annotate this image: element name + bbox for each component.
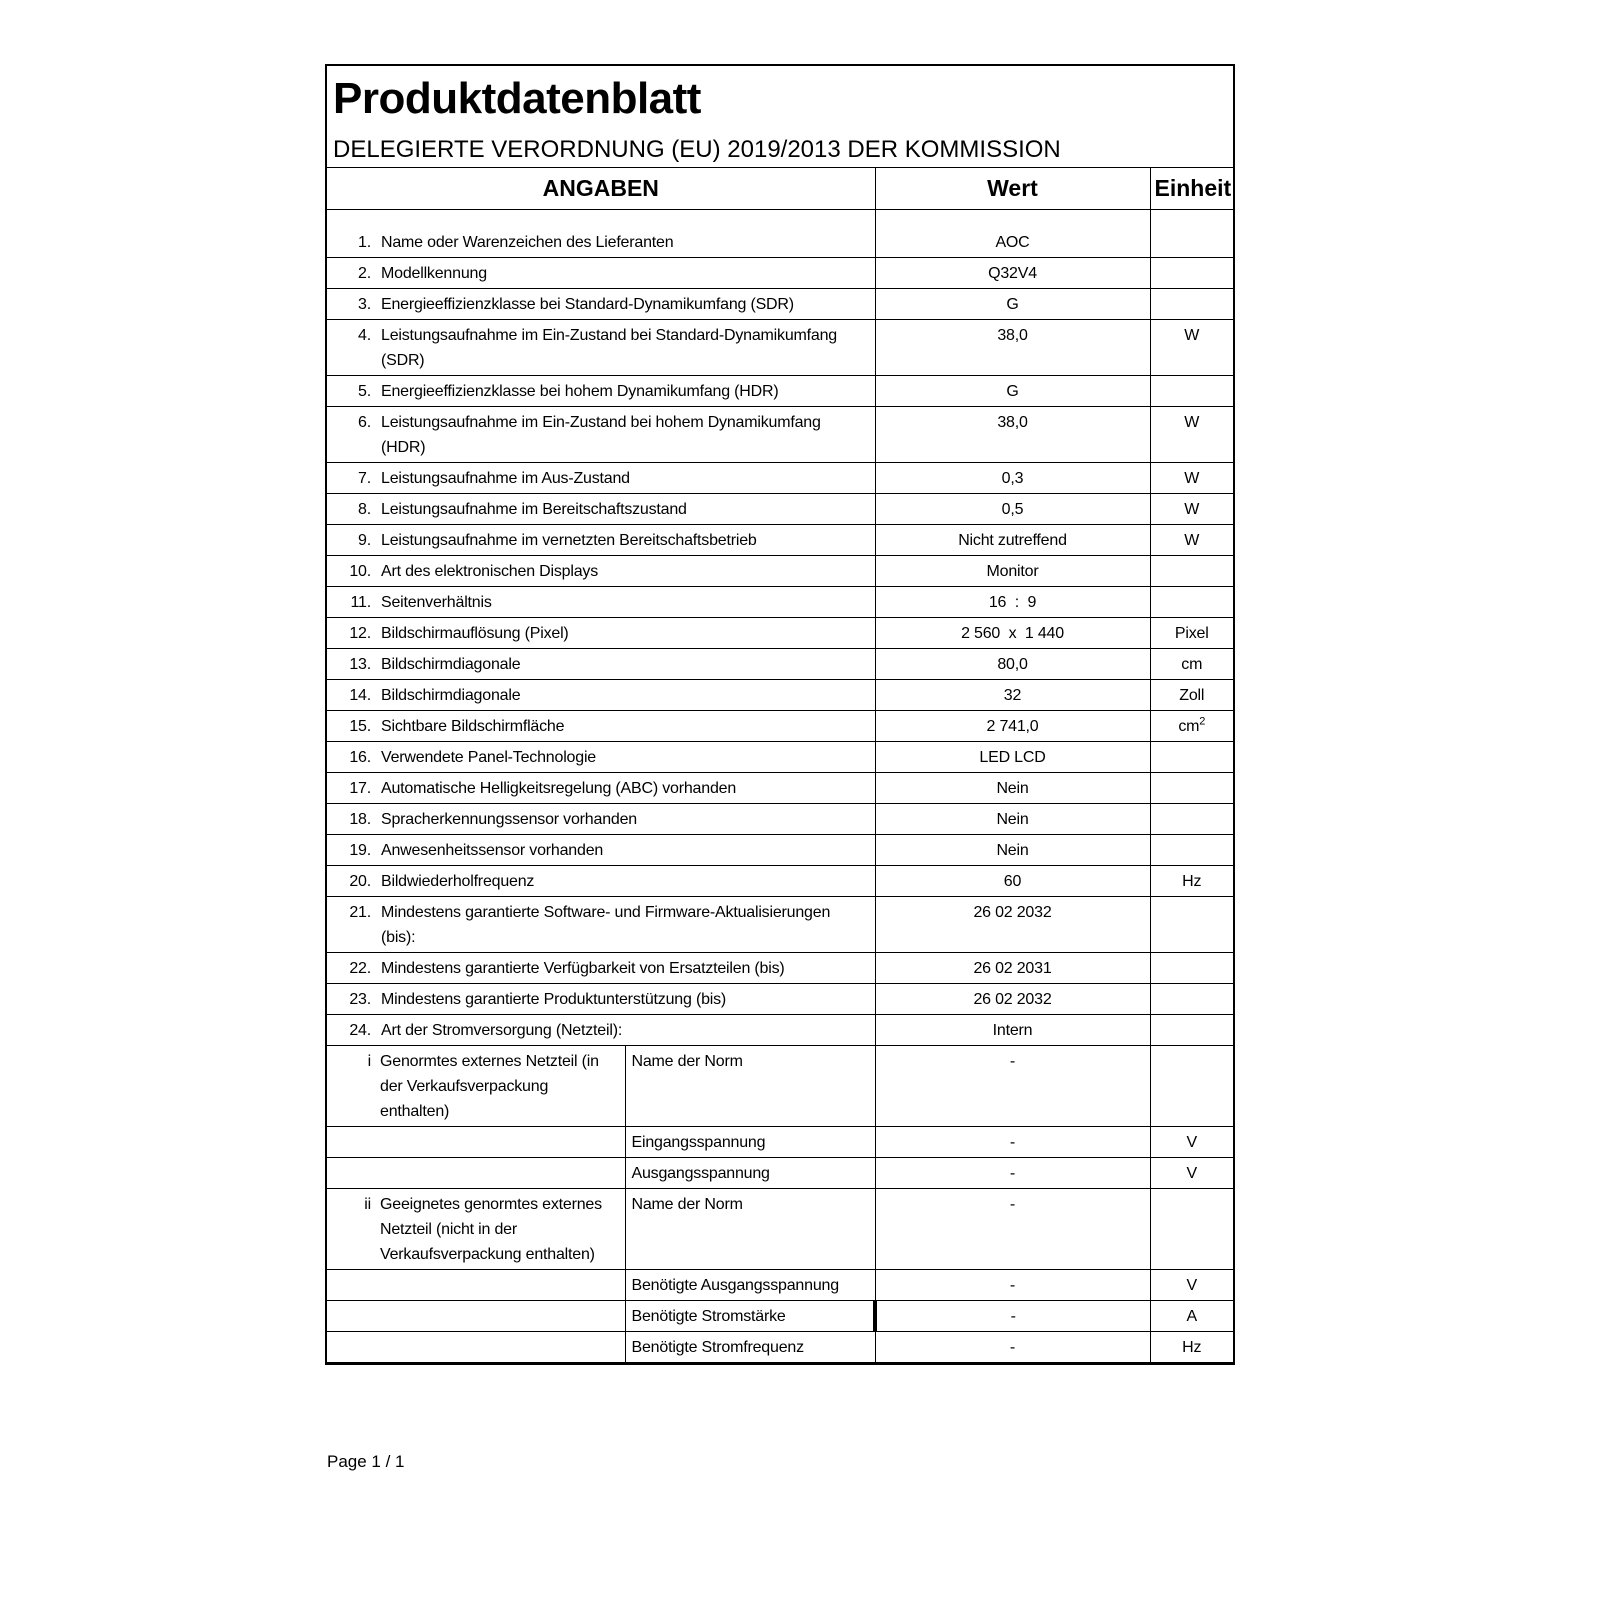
- row-sub-label: Ausgangsspannung: [625, 1157, 875, 1188]
- row-marker: i: [327, 1045, 375, 1126]
- column-header-angaben: ANGABEN: [327, 168, 875, 210]
- row-number: 24.: [327, 1014, 375, 1045]
- row-unit: cm: [1150, 648, 1233, 679]
- column-header-einheit: Einheit: [1150, 168, 1233, 210]
- row-value: AOC: [875, 227, 1150, 258]
- row-label: Mindestens garantierte Verfügbarkeit von Ersatzteilen (bis): [375, 952, 875, 983]
- row-label: Mindestens garantierte Produktunterstützung (bis): [375, 983, 875, 1014]
- spec-spacer-row: [327, 210, 1233, 227]
- product-datasheet: [325, 64, 1235, 1365]
- row-number: 18.: [327, 803, 375, 834]
- row-number: 14.: [327, 679, 375, 710]
- row-number: 4.: [327, 319, 375, 375]
- spec-sub-row: [327, 1126, 1233, 1157]
- row-number: 12.: [327, 617, 375, 648]
- row-value: -: [875, 1045, 1150, 1126]
- row-value: 2 741,0: [875, 710, 1150, 741]
- row-label: Leistungsaufnahme im Aus-Zustand: [375, 462, 875, 493]
- row-value: 38,0: [875, 406, 1150, 462]
- row-value: -: [875, 1331, 1150, 1362]
- row-value: -: [875, 1188, 1150, 1269]
- row-number: 20.: [327, 865, 375, 896]
- row-value: Monitor: [875, 555, 1150, 586]
- row-unit: [1150, 772, 1233, 803]
- row-unit: W: [1150, 493, 1233, 524]
- row-label: Leistungsaufnahme im Ein-Zustand bei hohem Dynamikumfang (HDR): [375, 406, 875, 462]
- unit-superscript: 2: [1199, 715, 1206, 728]
- row-label: Energieeffizienzklasse bei hohem Dynamikumfang (HDR): [375, 375, 875, 406]
- spec-sub-row: [327, 1331, 1233, 1362]
- spec-row: [327, 227, 1233, 258]
- spec-row: [327, 952, 1233, 983]
- document-title: Produktdatenblatt: [333, 74, 701, 123]
- row-left-label: [375, 1126, 625, 1157]
- row-number: 10.: [327, 555, 375, 586]
- row-unit: [1150, 983, 1233, 1014]
- row-label: Verwendete Panel-Technologie: [375, 741, 875, 772]
- row-number: 6.: [327, 406, 375, 462]
- row-marker: ii: [327, 1188, 375, 1269]
- row-unit: W: [1150, 406, 1233, 462]
- row-value: 38,0: [875, 319, 1150, 375]
- row-left-label: [375, 1269, 625, 1300]
- row-value: 60: [875, 865, 1150, 896]
- row-unit: V: [1150, 1126, 1233, 1157]
- spec-row: [327, 257, 1233, 288]
- row-number: 9.: [327, 524, 375, 555]
- row-unit: W: [1150, 319, 1233, 375]
- row-value: 0,3: [875, 462, 1150, 493]
- spacer-cell: [327, 210, 875, 227]
- row-unit: [1150, 555, 1233, 586]
- row-value: -: [875, 1126, 1150, 1157]
- row-left-label: Genormtes externes Netzteil (in der Verkaufsverpackung enthalten): [375, 1045, 625, 1126]
- row-number: 7.: [327, 462, 375, 493]
- spec-row: [327, 741, 1233, 772]
- row-label: Spracherkennungssensor vorhanden: [375, 803, 875, 834]
- row-unit: [1150, 1014, 1233, 1045]
- row-label: Mindestens garantierte Software- und Firmware-Aktualisierungen (bis):: [375, 896, 875, 952]
- row-value: -: [875, 1157, 1150, 1188]
- row-number: 23.: [327, 983, 375, 1014]
- spec-row: [327, 896, 1233, 952]
- spec-sub-row: [327, 1188, 1233, 1269]
- spec-row: [327, 375, 1233, 406]
- row-sub-label: Name der Norm: [625, 1188, 875, 1269]
- row-value: -: [875, 1300, 1150, 1331]
- row-unit: [1150, 803, 1233, 834]
- row-number: 19.: [327, 834, 375, 865]
- row-value: -: [875, 1269, 1150, 1300]
- row-unit: [1150, 834, 1233, 865]
- spec-row: [327, 555, 1233, 586]
- row-unit: [1150, 586, 1233, 617]
- row-unit: [1150, 896, 1233, 952]
- row-number: 17.: [327, 772, 375, 803]
- row-value: 32: [875, 679, 1150, 710]
- row-unit: [1150, 227, 1233, 258]
- spec-row: [327, 617, 1233, 648]
- row-label: Leistungsaufnahme im Ein-Zustand bei Standard-Dynamikumfang (SDR): [375, 319, 875, 375]
- row-sub-label: Benötigte Stromfrequenz: [625, 1331, 875, 1362]
- row-label: Leistungsaufnahme im vernetzten Bereitschaftsbetrieb: [375, 524, 875, 555]
- spec-row: [327, 586, 1233, 617]
- spec-row: [327, 834, 1233, 865]
- spec-sub-row: [327, 1300, 1233, 1331]
- row-label: Modellkennung: [375, 257, 875, 288]
- row-number: 1.: [327, 227, 375, 258]
- row-label: Sichtbare Bildschirmfläche: [375, 710, 875, 741]
- spec-row: [327, 319, 1233, 375]
- row-value: G: [875, 288, 1150, 319]
- row-unit: Pixel: [1150, 617, 1233, 648]
- spec-sub-row: [327, 1045, 1233, 1126]
- row-unit: [1150, 741, 1233, 772]
- row-label: Bildschirmauflösung (Pixel): [375, 617, 875, 648]
- row-unit: W: [1150, 462, 1233, 493]
- row-label: Energieeffizienzklasse bei Standard-Dynamikumfang (SDR): [375, 288, 875, 319]
- row-unit: [1150, 1188, 1233, 1269]
- spec-table: [327, 167, 1233, 1363]
- row-marker: [327, 1300, 375, 1331]
- row-left-label: Geeignetes genormtes externes Netzteil (nicht in der Verkaufsverpackung enthalten): [375, 1188, 625, 1269]
- row-value: 16 : 9: [875, 586, 1150, 617]
- row-label: Bildschirmdiagonale: [375, 679, 875, 710]
- spec-row: [327, 772, 1233, 803]
- row-value: Nein: [875, 772, 1150, 803]
- row-value: 80,0: [875, 648, 1150, 679]
- row-unit: A: [1150, 1300, 1233, 1331]
- row-marker: [327, 1331, 375, 1362]
- row-unit: V: [1150, 1269, 1233, 1300]
- row-left-label: [375, 1331, 625, 1362]
- row-sub-label: Benötigte Ausgangsspannung: [625, 1269, 875, 1300]
- row-value: Nein: [875, 834, 1150, 865]
- spec-row: [327, 865, 1233, 896]
- row-marker: [327, 1126, 375, 1157]
- row-label: Name oder Warenzeichen des Lieferanten: [375, 227, 875, 258]
- row-label: Art der Stromversorgung (Netzteil):: [375, 1014, 875, 1045]
- spec-table-body: [327, 210, 1233, 1363]
- row-value: 26 02 2031: [875, 952, 1150, 983]
- row-unit: Hz: [1150, 1331, 1233, 1362]
- title-block: [327, 66, 1233, 167]
- row-number: 15.: [327, 710, 375, 741]
- spacer-cell: [875, 210, 1150, 227]
- row-sub-label: Benötigte Stromstärke: [625, 1300, 875, 1331]
- spec-row: [327, 524, 1233, 555]
- row-value: 0,5: [875, 493, 1150, 524]
- spec-row: [327, 462, 1233, 493]
- row-number: 16.: [327, 741, 375, 772]
- row-number: 13.: [327, 648, 375, 679]
- row-value: 26 02 2032: [875, 896, 1150, 952]
- row-unit: [1150, 288, 1233, 319]
- row-value: LED LCD: [875, 741, 1150, 772]
- row-unit: [1150, 1045, 1233, 1126]
- row-unit: [1150, 375, 1233, 406]
- row-unit: $cm^2$: [1150, 710, 1233, 741]
- row-number: 21.: [327, 896, 375, 952]
- spec-row: [327, 648, 1233, 679]
- row-left-label: [375, 1157, 625, 1188]
- spec-row: [327, 710, 1233, 741]
- row-value: Q32V4: [875, 257, 1150, 288]
- row-unit: Hz: [1150, 865, 1233, 896]
- row-label: Anwesenheitssensor vorhanden: [375, 834, 875, 865]
- row-unit: [1150, 952, 1233, 983]
- spacer-cell: [1150, 210, 1233, 227]
- row-unit: W: [1150, 524, 1233, 555]
- spec-row: [327, 983, 1233, 1014]
- spec-row: [327, 406, 1233, 462]
- row-unit: [1150, 257, 1233, 288]
- row-marker: [327, 1157, 375, 1188]
- spec-table-header-row: [327, 168, 1233, 210]
- page-number: Page 1 / 1: [327, 1452, 405, 1471]
- row-label: Bildschirmdiagonale: [375, 648, 875, 679]
- spec-sub-row: [327, 1157, 1233, 1188]
- row-number: 3.: [327, 288, 375, 319]
- document-subtitle: DELEGIERTE VERORDNUNG (EU) 2019/2013 DER KOMMISSION: [333, 136, 1061, 164]
- row-number: 11.: [327, 586, 375, 617]
- row-left-label: [375, 1300, 625, 1331]
- row-value: Nicht zutreffend: [875, 524, 1150, 555]
- row-unit: Zoll: [1150, 679, 1233, 710]
- row-sub-label: Eingangsspannung: [625, 1126, 875, 1157]
- row-value: Intern: [875, 1014, 1150, 1045]
- row-number: 5.: [327, 375, 375, 406]
- row-label: Automatische Helligkeitsregelung (ABC) vorhanden: [375, 772, 875, 803]
- spec-row: [327, 288, 1233, 319]
- row-label: Art des elektronischen Displays: [375, 555, 875, 586]
- row-marker: [327, 1269, 375, 1300]
- row-number: 8.: [327, 493, 375, 524]
- row-number: 22.: [327, 952, 375, 983]
- row-label: Seitenverhältnis: [375, 586, 875, 617]
- row-label: Leistungsaufnahme im Bereitschaftszustand: [375, 493, 875, 524]
- spec-row: [327, 679, 1233, 710]
- row-value: 26 02 2032: [875, 983, 1150, 1014]
- spec-row: [327, 493, 1233, 524]
- spec-row: [327, 1014, 1233, 1045]
- row-number: 2.: [327, 257, 375, 288]
- column-header-wert: Wert: [875, 168, 1150, 210]
- spec-sub-row: [327, 1269, 1233, 1300]
- row-label: Bildwiederholfrequenz: [375, 865, 875, 896]
- row-sub-label: Name der Norm: [625, 1045, 875, 1126]
- spec-row: [327, 803, 1233, 834]
- row-value: G: [875, 375, 1150, 406]
- row-value: 2 560 x 1 440: [875, 617, 1150, 648]
- row-value: Nein: [875, 803, 1150, 834]
- row-unit: V: [1150, 1157, 1233, 1188]
